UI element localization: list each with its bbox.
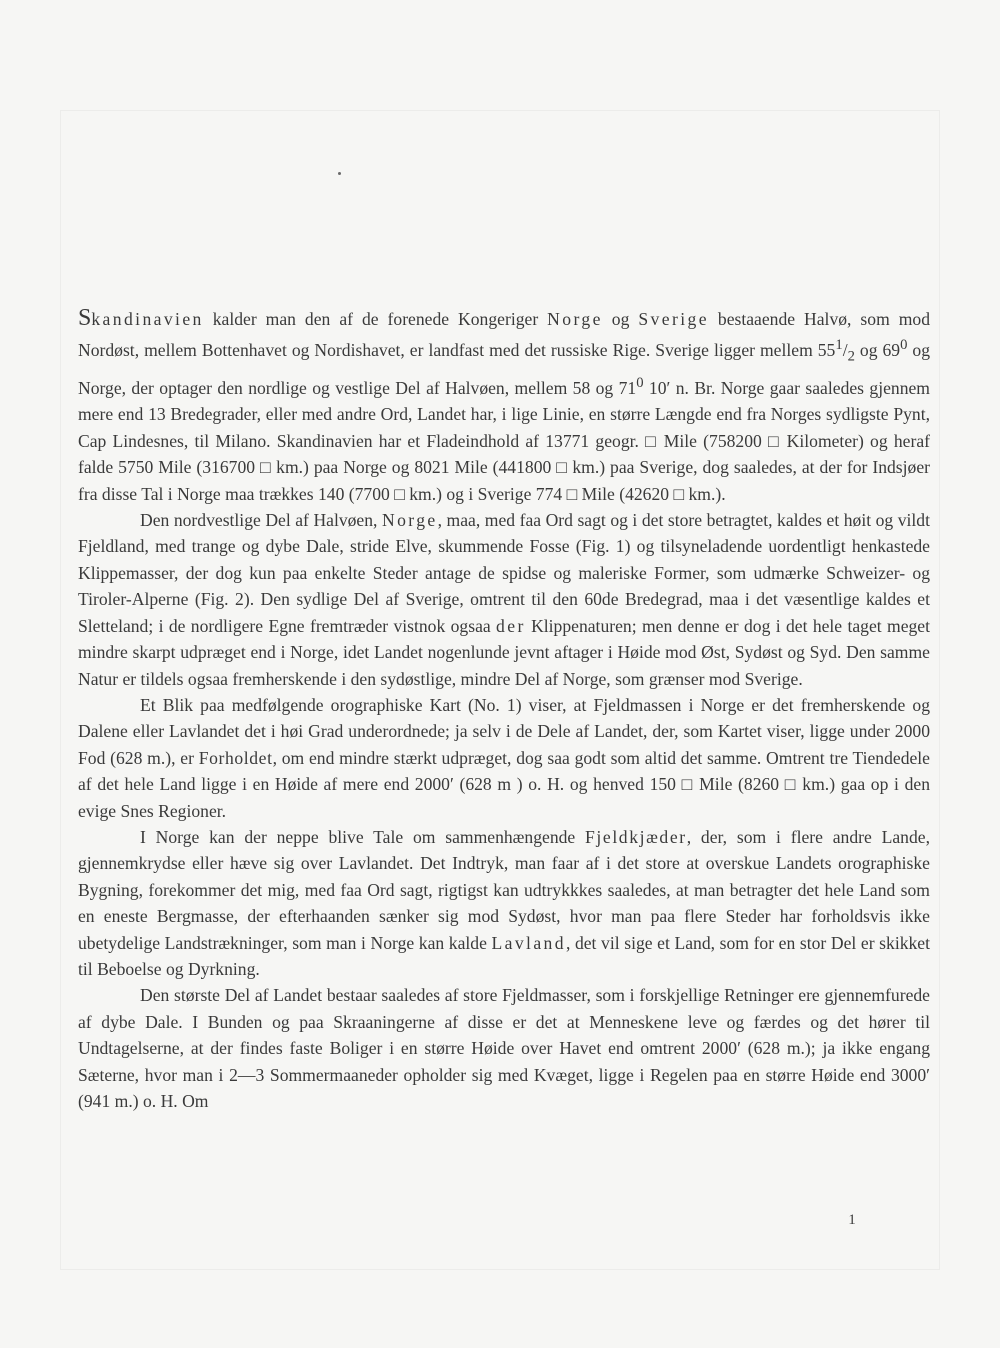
spaced-term-skandinavien: kandinavien bbox=[91, 309, 204, 329]
spaced-term-sverige: Sverige bbox=[638, 309, 709, 329]
fraction-slash: / bbox=[842, 340, 848, 361]
spaced-term-fjeldkjaeder: Fjeldkjæder bbox=[585, 826, 687, 847]
text-run: 10′ n. Br. Norge gaar saaledes gjennem mere end 13 Bredegrader, eller med andre Ord, Landet har, i lige Linie, en større Længde end fra Norges sydligste Pynt, Cap Lindesnes, til Milano. Skandinavien har et Fladeindhold af 13771 geogr. □ Mile (758200 □ Kilometer) og heraf falde 5750 Mile (316700 □ km.) paa Norge og 8021 Mile (441800 □ km.) paa Sverige, dog saaledes, at der for Indsjøer fra disse Tal i Norge maa trækkes 140 (7700 □ km.) og i Sverige 774 □ Mile (42620 □ km.). bbox=[78, 378, 930, 504]
paragraph-2 bbox=[78, 507, 930, 692]
text-run: , der, som i flere andre Lande, gjennemkrydse eller hæve sig over Lavlandet. Det Indtryk, man faar af i det store at overskue Landets orographiske Bygning, forekommer det mig, med faa Ord sagt, rigtigst kan udtrykkkes saaledes, at man betragter det hele Land som en eneste Bergmasse, der efterhaanden sænker sig mod Sydøst, hvor man paa flere Steder har forholdsvis ikke ubetydelige Landstrækninger, som man i Norge kan kalde bbox=[78, 826, 930, 953]
spaced-term-norge: Norge bbox=[381, 510, 438, 531]
spaced-term-der: der bbox=[496, 615, 526, 636]
fraction-denominator: 2 bbox=[847, 348, 855, 365]
drop-cap: S bbox=[78, 305, 92, 331]
fraction-numerator: 1 bbox=[835, 337, 843, 354]
paragraph-1 bbox=[78, 306, 930, 507]
paper-speck bbox=[338, 172, 341, 175]
text-run: Et Blik paa medfølgende orographiske Kart (No. 1) viser, at Fjeldmassen i Norge er det fremherskende og Dalene eller Lavlandet det i høi Grad underordnede; ja selv i de Dele af Landet, der, som Kartet viser, ligge under 2000 Fod (628 m.), er bbox=[78, 694, 930, 768]
body-text bbox=[78, 306, 930, 1114]
text-run: Den største Del af Landet bestaar saaledes af store Fjeldmasser, som i forskjellige Retninger ere gjennemfurede af dybe Dale. I Bunden og paa Skraaningerne af disse er det at Menneskene leve og færdes og det hører til Undtagelserne, at der findes faste Boliger i en større Høide over Havet end omtrent 2000′ (628 m.); ja ikke engang Sæterne, hvor man i 2—3 Sommermaaneder opholder sig med Kvæget, ligge i Regelen paa en større Høide end 3000′ (941 m.) o. H. Om bbox=[78, 985, 930, 1112]
text-run: , om end mindre stærkt udpræget, dog saa godt som altid det samme. Omtrent tre Tiendedele af det hele Land ligge i en Høide af mere end 2000′ (628 m ) o. H. og henved 150 □ Mile (8260 □ km.) gaa op i den evige Snes Regioner. bbox=[78, 747, 930, 821]
degree-mark: 0 bbox=[900, 337, 908, 354]
paragraph-3 bbox=[78, 692, 930, 824]
text-run: kalder man den af de forenede Kongeriger bbox=[203, 309, 548, 329]
text-run: I Norge kan der neppe blive Tale om sammenhængende bbox=[140, 826, 586, 847]
term-forholdet: Forholdet bbox=[198, 747, 273, 768]
page-number: 1 bbox=[848, 1212, 856, 1228]
text-run: Klippenaturen; men denne er dog i det hele taget meget mindre skarpt udpræget end i Norge, idet Landet nogenlunde jevnt aftager i Høide mod Øst, Sydøst og Syd. Den samme Natur er tildels ogsaa fremherskende i den sydøstlige, mindre Del af Norge, som grænser mod Sverige. bbox=[78, 615, 931, 689]
paragraph-4 bbox=[78, 824, 930, 982]
paragraph-5 bbox=[78, 982, 930, 1114]
degree-mark: 0 bbox=[636, 375, 644, 392]
text-run: og bbox=[602, 309, 639, 329]
text-run: bestaaende Halvø, som mod Nordøst, mellem Bottenhavet og Nordishavet, er landfast med det russiske Rige. Sverige ligger mellem 55 bbox=[78, 309, 931, 361]
text-run: og 69 bbox=[854, 340, 901, 361]
spaced-term-lavland: Lavland bbox=[491, 932, 566, 953]
text-run: og Norge, der optager den nordlige og vestlige Del af Halvøen, mellem 58 og 71 bbox=[78, 340, 930, 399]
text-run: Den nordvestlige Del af Halvøen, bbox=[140, 510, 382, 531]
spaced-term-norge: Norge bbox=[547, 309, 603, 329]
text-run: , maa, med faa Ord sagt og i det store betragtet, kaldes et høit og vildt Fjeldland, med trange og dybe Dale, stride Elve, skummende Fosse (Fig. 1) og tilsyneladende uordentligt henkastede Klippemasser, der dog kun paa enkelte Steder antage de spidse og maleriske Former, som udmærke Schweizer- og Tiroler-Alperne (Fig. 2). Den sydlige Del af Sverige, omtrent til den 60de Bredegrad, maa i det væsentlige kaldes et Sletteland; i de nordligere Egne fremtræder vistnok ogsaa bbox=[78, 510, 930, 636]
text-run: , det vil sige et Land, som for en stor Del er skikket til Beboelse og Dyrkning. bbox=[78, 932, 930, 979]
